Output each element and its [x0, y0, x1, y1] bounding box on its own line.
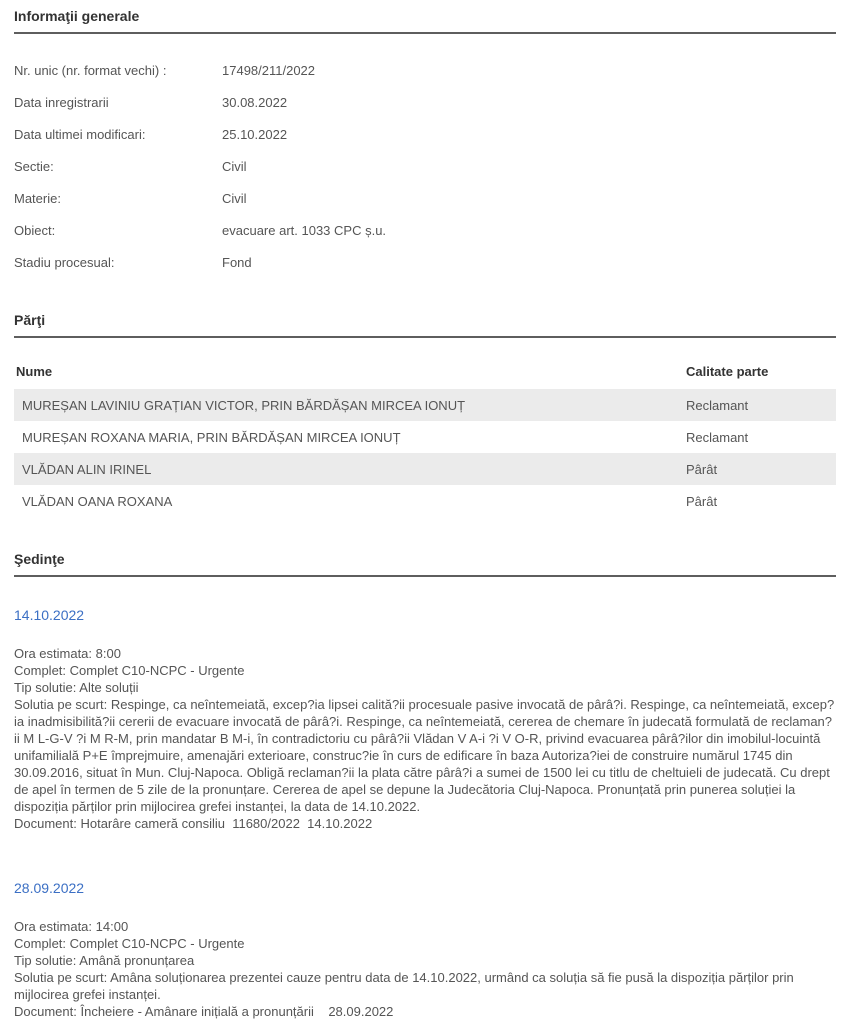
hearing-date-link[interactable]: 28.09.2022 — [14, 880, 85, 896]
hearing-document: Document: Hotarâre cameră consiliu 11680/2022 14.10.2022 — [14, 816, 373, 831]
section-parti — [14, 312, 836, 517]
info-row-data-ultimei-modificari — [14, 118, 836, 150]
info-row-obiect — [14, 214, 836, 246]
party-role: Pârât — [686, 493, 718, 509]
parties-table — [14, 364, 836, 517]
info-value: Fond — [222, 254, 252, 270]
party-role: Pârât — [684, 453, 836, 485]
section-title-sedinte: Şedinţe — [14, 551, 836, 577]
info-value: Civil — [222, 190, 247, 206]
party-role: Reclamant — [684, 389, 836, 421]
section-title-parti: Părţi — [14, 312, 836, 338]
info-label: Nr. unic (nr. format vechi) : — [14, 62, 167, 78]
info-row-materie — [14, 182, 836, 214]
hearing-details — [14, 918, 836, 1020]
hearing-complet: Complet: Complet C10-NCPC - Urgente — [14, 936, 245, 951]
hearing-item — [14, 880, 836, 1020]
hearing-ora-estimata: Ora estimata: 14:00 — [14, 919, 129, 934]
party-name: MUREȘAN ROXANA MARIA, PRIN BĂRDĂȘAN MIRCEA IONUȚ — [22, 429, 401, 445]
info-row-data-inregistrarii — [14, 86, 836, 118]
info-value: 25.10.2022 — [222, 126, 288, 142]
section-informatii-generale — [14, 8, 836, 278]
hearing-tip-solutie: Tip solutie: Alte soluții — [14, 680, 139, 695]
hearing-item — [14, 607, 836, 832]
hearing-document: Document: Încheiere - Amânare inițială a pronunțării 28.09.2022 — [14, 1004, 394, 1019]
table-row — [14, 453, 836, 485]
hearing-date-link[interactable]: 14.10.2022 — [14, 607, 85, 623]
parties-header-row — [14, 364, 836, 389]
info-label: Materie: — [14, 190, 61, 206]
info-label: Stadiu procesual: — [14, 254, 115, 270]
party-name: MUREȘAN LAVINIU GRAȚIAN VICTOR, PRIN BĂRDĂȘAN MIRCEA IONUȚ — [14, 389, 684, 421]
info-row-stadiu-procesual — [14, 246, 836, 278]
column-header-nume: Nume — [16, 364, 53, 379]
table-row — [14, 389, 836, 421]
info-row-sectie — [14, 150, 836, 182]
info-label: Data inregistrarii — [14, 94, 109, 110]
hearing-details — [14, 645, 836, 832]
hearing-ora-estimata: Ora estimata: 8:00 — [14, 646, 121, 661]
info-value: evacuare art. 1033 CPC ș.u. — [222, 222, 387, 238]
info-value: 30.08.2022 — [222, 94, 288, 110]
hearing-tip-solutie: Tip solutie: Amână pronunțarea — [14, 953, 195, 968]
hearing-solutie-pe-scurt: Solutia pe scurt: Respinge, ca neîntemeiată, excep?ia lipsei calită?ii procesuale pasive invocată de pârâ?i. Respinge, ca neîntemeiată, excep?ia inadmisibilită?ii cererii de evacuare invocată de pârâ?i. Respinge, ca neîntemeiată, cererea de chemare în judecată formulată de reclaman?ii M L-G-V ?i M R-M, prin mandatar B M-i, în contradictoriu cu pârâ?ii Vlădan V A-i ?i V O-R, privind evacuarea pârâ?ilor din imobilul-locuintă unifamilială P+E împrejmuire, amenajări exterioare, construc?ie în curs de edificare în baza Autoriza?iei de construire numărul 1745 din 30.09.2016, situat în Mun. Cluj-Napoca. Obligă reclaman?ii la plata către pârâ?i a sumei de 1500 lei cu titlu de cheltuieli de judecată. Cu drept de apel în termen de 5 zile de la pronunțare. Cererea de apel se depune la Judecătoria Cluj-Napoca. Pronunțată prin punerea soluției la dispoziția părților prin mijlocirea grefei instanței, la data de 14.10.2022. — [14, 697, 835, 814]
party-name: VLĂDAN ALIN IRINEL — [14, 453, 684, 485]
info-row-nr-unic — [14, 54, 836, 86]
column-header-calitate-parte: Calitate parte — [686, 364, 769, 379]
info-label: Data ultimei modificari: — [14, 126, 146, 142]
section-title-informatii-generale: Informaţii generale — [14, 8, 836, 34]
hearing-solutie-pe-scurt: Solutia pe scurt: Amâna soluționarea prezentei cauze pentru data de 14.10.2022, urmând ca soluția să fie pusă la dispoziția părților prin mijlocirea grefei instanței. — [14, 970, 798, 1002]
info-label: Sectie: — [14, 158, 54, 174]
party-name: VLĂDAN OANA ROXANA — [22, 493, 173, 509]
table-row — [14, 485, 836, 517]
hearing-complet: Complet: Complet C10-NCPC - Urgente — [14, 663, 245, 678]
info-label: Obiect: — [14, 222, 56, 238]
general-info-list — [14, 54, 836, 278]
info-value: Civil — [222, 158, 247, 174]
table-row — [14, 421, 836, 453]
section-sedinte — [14, 551, 836, 1020]
party-role: Reclamant — [686, 429, 749, 445]
info-value: 17498/211/2022 — [222, 62, 316, 78]
